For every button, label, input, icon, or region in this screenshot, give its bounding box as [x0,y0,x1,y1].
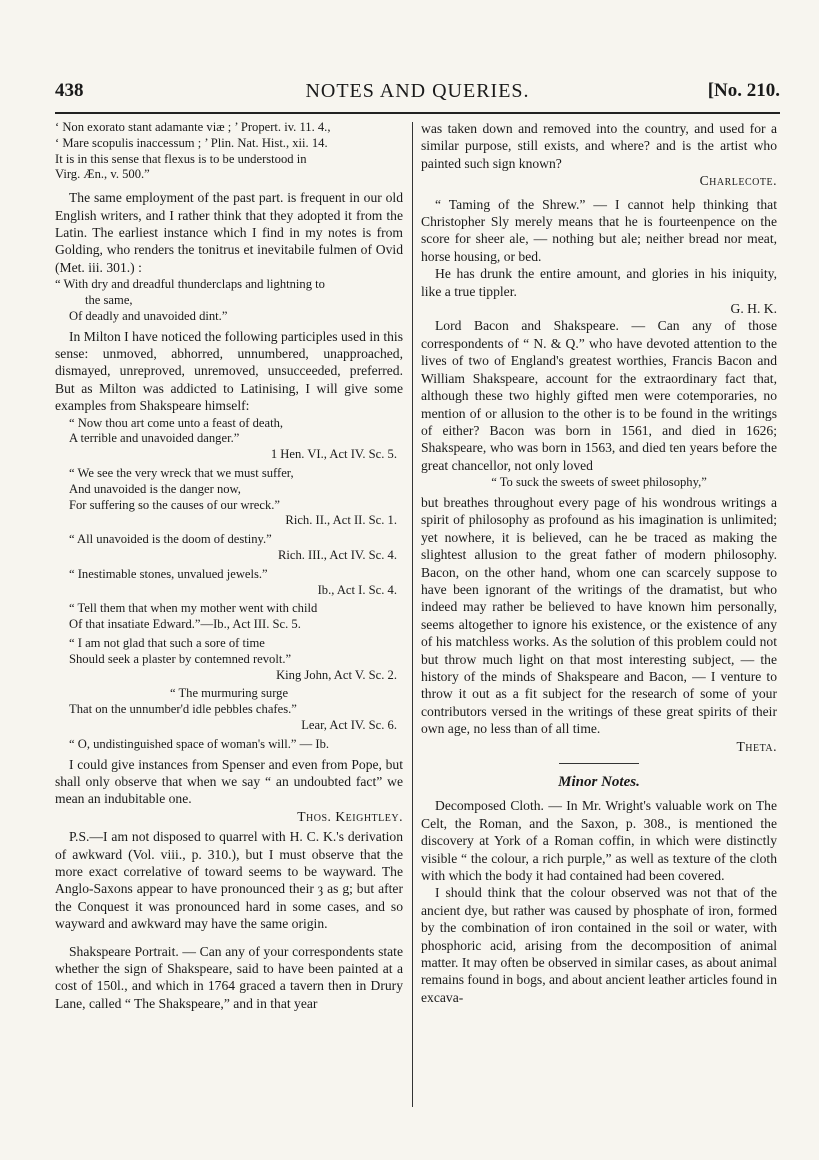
quote-line: For suffering so the causes of our wreck.” [69,497,281,512]
paragraph: “ Taming of the Shrew.” — I cannot help thinking that Christopher Sly merely means that he is fourteenpence on the score for sheer ale, — nothing but ale; neither bread nor meat, horse housing, or bed. [421,196,777,264]
quote-line: “ The murmuring surge [169,686,289,701]
quote-line: “ Inestimable stones, unvalued jewels.” [69,566,268,581]
quote-line: ‘ Non exorato stant adamante viæ ; ’ Propert. iv. 11. 4., [55,120,331,134]
quote-line: It is in this sense that flexus is to be understood in [55,151,307,166]
quote-line: Of deadly and unavoided dint.” [69,308,228,323]
quote-line: That on the unnumber'd idle pebbles chafes.” [69,702,297,717]
journal-title: NOTES AND QUERIES. [305,80,530,102]
signature-line [421,738,777,755]
signature: Thos. Keightley. [297,808,403,824]
quote-citation: Rich. II., Act II. Sc. 1. [285,513,397,528]
latin-quote-block [55,120,403,183]
paragraph: Shakspeare Portrait. — Can any of your correspondents state whether the sign of Shakspeare, said to have been painted at a cost of 150l., and which in 1764 graced a tavern then in Drury Lane, called “ The Shakspeare,” and in that year [55,943,403,1011]
quote-line: the same, [85,293,133,308]
philosophy-quote: “ To suck the sweets of sweet philosophy,” [491,475,707,490]
shakspeare-quote [55,567,403,599]
signature-line [421,300,777,317]
signature: Theta. [736,738,777,754]
shakspeare-quote [55,686,403,733]
shakspeare-quote [55,466,403,529]
header-rule [55,112,780,114]
page-number: 438 [55,80,84,101]
quote-line: A terrible and unavoided danger.” [69,431,240,446]
left-column [55,120,403,1012]
shakspeare-quote [55,416,403,463]
shakspeare-quote [55,532,403,564]
paragraph: Decomposed Cloth. — In Mr. Wright's valuable work on The Celt, the Roman, and the Saxon, p. 308., is mentioned the discovery at York of a Roman coffin, in which were distinctly visible “ the colour, a rich purple,” as well as texture of the cloth with which the body it had contained had been covered. [421,798,777,884]
paragraph: The same employment of the past part. is frequent in our old English writers, and I rather think that they adopted it from the Latin. The earliest instance which I find in my notes is from Golding, who renders the tonitrus et inevitabile fulmen of Ovid (Met. iii. 301.) : [55,190,403,275]
paragraph: He has drunk the entire amount, and glories in his iniquity, like a true tippler. [421,266,777,299]
quote-citation: 1 Hen. VI., Act IV. Sc. 5. [270,447,397,462]
paragraph: In Milton I have noticed the following participles used in this sense: unmoved, abhorred, unnumbered, unapproached, dismayed, unreproved, unremoved, unsucceeded, preferred. But as Milton was addicted to Latinising, I will give some examples from Shakspeare himself: [55,328,403,414]
section-rule [559,763,639,764]
quote-citation: King John, Act V. Sc. 2. [276,667,397,682]
quote-line: “ Tell them that when my mother went with child [69,601,318,616]
shakspeare-quote [55,737,403,753]
signature-line [55,808,403,825]
signature: G. H. K. [730,301,777,317]
paragraph: I could give instances from Spenser and even from Pope, but shall only observe that when we say “ an undoubted fact” we mean an indubitable one. [55,756,403,807]
paragraph: I should think that the colour observed was not that of the ancient dye, but rather was caused by phosphate of iron, formed by the combination of iron contained in the soil or water, with phosphoric acid, arising from the decomposition of animal matter. It may often be observed in similar cases, as about animal remains found in bogs, and about ancient leather articles found in excava- [421,885,777,1005]
paragraph: Lord Bacon and Shakspeare. — Can any of those correspondents of “ N. & Q.” who have devoted attention to the lives of two of England's greatest worthies, Francis Bacon and William Shakspeare, account for the extraordinary fact that, although these two highly gifted men were cotemporaries, no mention of or allusion to the other is to be found in the writings of either? Bacon was born in 1561, and died in 1626; Shakspeare, who was born in 1563, and died ten years before the great chancellor, not only loved [421,318,777,473]
quote-line: Should seek a plaster by contemned revolt.” [69,651,292,666]
golding-quote [55,277,403,324]
quote-line: “ With dry and dreadful thunderclaps and lightning to [55,277,325,292]
quote-line: “ I am not glad that such a sore of time [69,636,265,650]
quote-line: “ Now thou art come unto a feast of death, [69,415,284,430]
signature: Charlecote. [699,173,777,189]
quote-line: “ O, undistinguished space of woman's will.” — Ib. [69,736,330,751]
section-heading: Minor Notes. [558,774,640,791]
page-header [55,80,780,108]
quote-citation: Ib., Act I. Sc. 4. [317,582,397,597]
quote-line: ‘ Mare scopulis inaccessum ; ’ Plin. Nat. Hist., xii. 14. [55,135,328,150]
issue-number: [No. 210. [707,80,780,101]
quote-line: And unavoided is the danger now, [69,481,241,496]
column-divider [412,122,413,1107]
quote-line: Virg. Æn., v. 500.” [55,167,150,182]
right-column [421,120,777,1006]
signature-line [421,172,777,189]
paragraph: was taken down and removed into the country, and used for a similar purpose, still exists, and where? and is the artist who painted such sign known? [421,121,777,171]
quote-citation: Rich. III., Act IV. Sc. 4. [277,548,397,563]
paragraph: but breathes throughout every page of his wondrous writings a spirit of philosophy as profound as his imagination is unlimited; yet nowhere, it is believed, can he be traced as making the slightest allusion to the great father of modern philosophy. Bacon, on the other hand, whom one can scarcely suppose to have been ignorant of the writings of the dramatist, but who indeed may rather be believed to have known him personally, seems altogether to ignore his existence, or the existence of any of his matchless works. As the solution of this problem could not but throw much light on that most interesting subject, — the history of the minds of Shakspeare and Bacon, — I venture to throw it out as a fit subject for the research of some of your contributors versed in the writings of these great spirits of their own age, no less than of all time. [421,494,777,737]
shakspeare-quote [55,601,403,633]
quote-line: “ All unavoided is the doom of destiny.” [69,532,272,547]
shakspeare-quote [55,636,403,683]
quote-line: Of that insatiate Edward.”—Ib., Act III. Sc. 5. [69,617,301,632]
quote-citation: Lear, Act IV. Sc. 6. [301,717,397,732]
paragraph: P.S.—I am not disposed to quarrel with H. C. K.'s derivation of awkward (Vol. viii., p. 310.), but I must observe that the more exact correlative of toward seems to be wayward. The Anglo-Saxons appear to have pronounced their ȝ as g; but after the Conquest it was pronounced hard in some cases, and so wayward and awkward may have the same origin. [55,829,403,932]
quote-line: “ We see the very wreck that we must suffer, [69,466,294,481]
